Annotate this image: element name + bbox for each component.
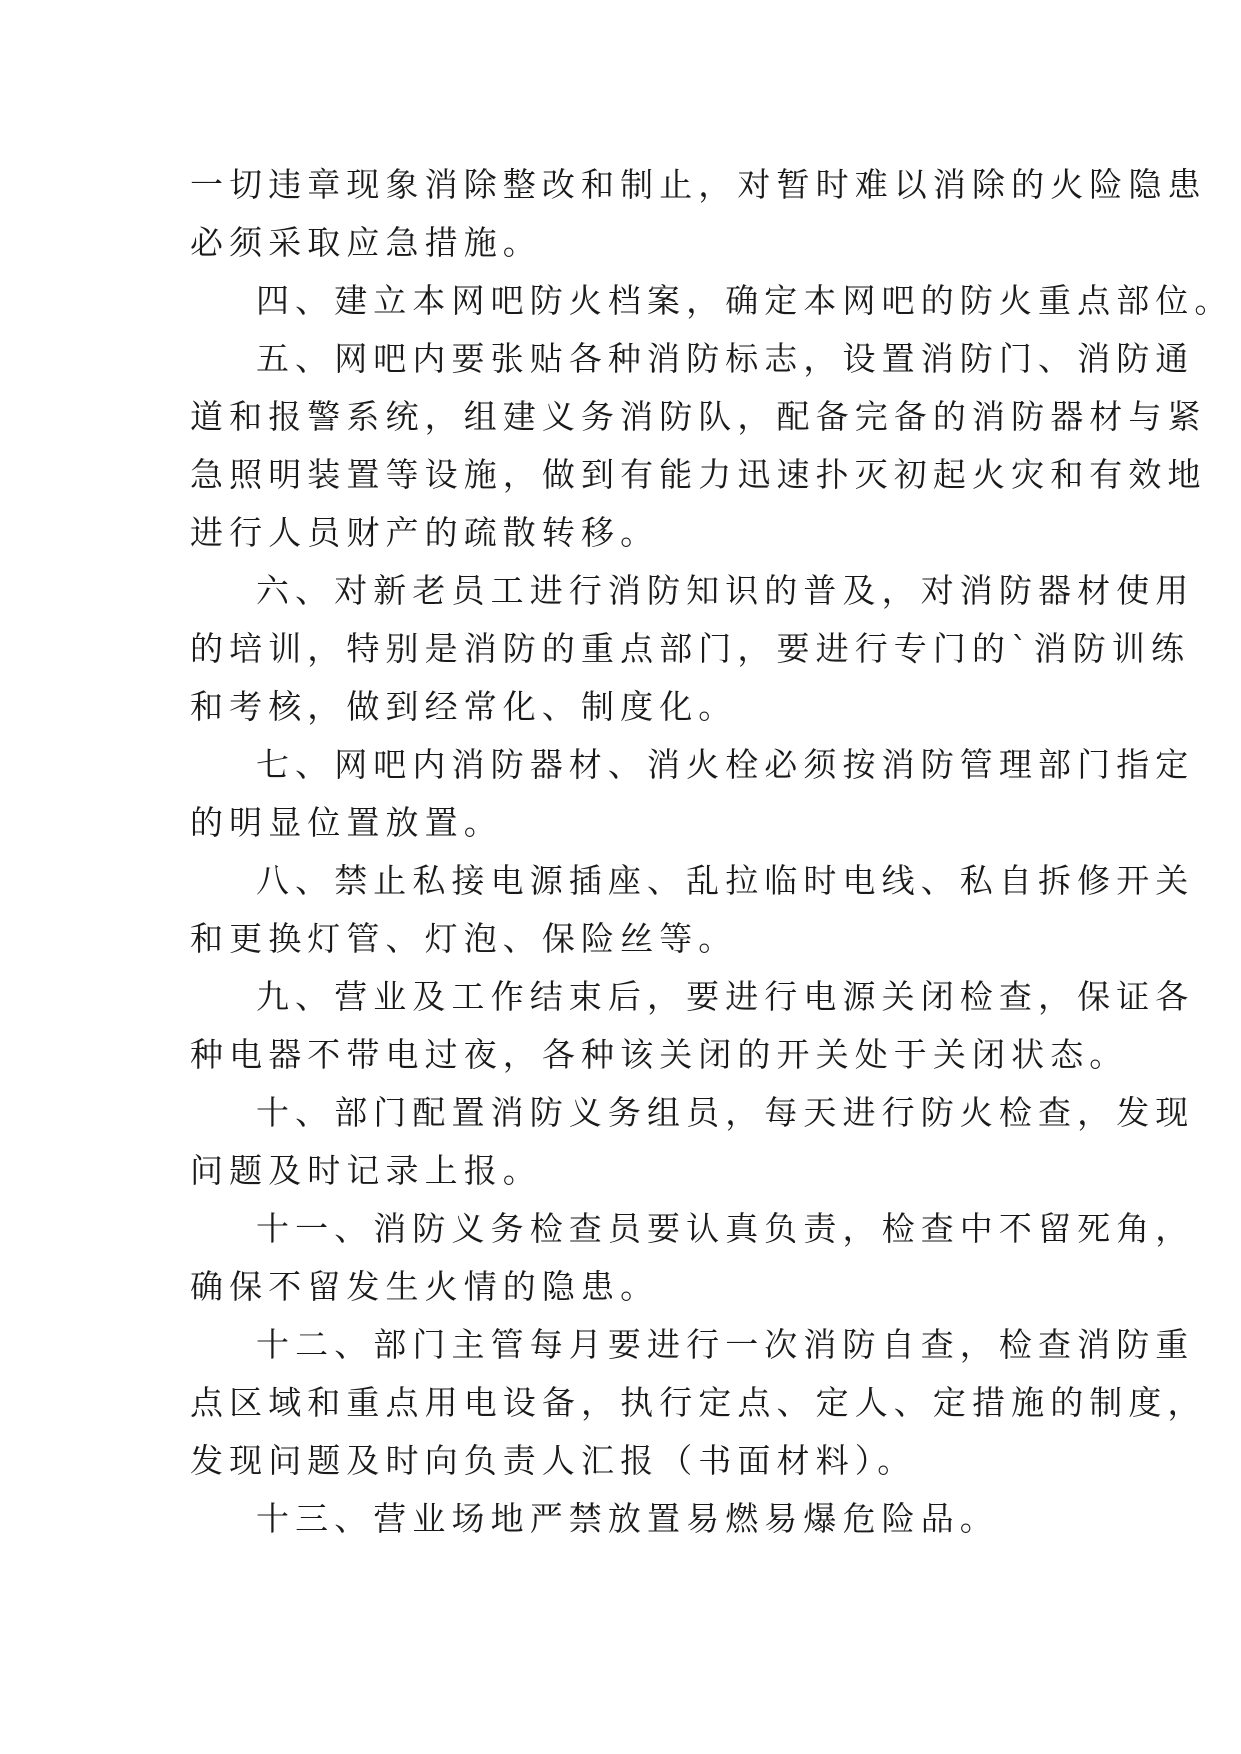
paragraph-item-5: 五、网吧内要张贴各种消防标志，设置消防门、消防通: [256, 339, 1195, 378]
text-line: 的培训，特别是消防的重点部门，要进行专门的`消防训练: [190, 629, 1191, 668]
text-line: 种电器不带电过夜，各种该关闭的开关处于关闭状态。: [190, 1035, 1129, 1074]
text-line: 的明显位置放置。: [190, 803, 503, 842]
text-line: 确保不留发生火情的隐患。: [190, 1267, 660, 1306]
text-line: 道和报警系统，组建义务消防队，配备完备的消防器材与紧: [190, 397, 1207, 436]
text-line: 一切违章现象消除整改和制止，对暂时难以消除的火险隐患: [190, 165, 1207, 204]
paragraph-item-7: 七、网吧内消防器材、消火栓必须按消防管理部门指定: [256, 745, 1195, 784]
paragraph-item-12: 十二、部门主管每月要进行一次消防自查，检查消防重: [256, 1325, 1195, 1364]
paragraph-item-9: 九、营业及工作结束后，要进行电源关闭检查，保证各: [256, 977, 1195, 1016]
text-line: 问题及时记录上报。: [190, 1151, 542, 1190]
paragraph-item-6: 六、对新老员工进行消防知识的普及，对消防器材使用: [256, 571, 1195, 610]
paragraph-item-4: 四、建立本网吧防火档案，确定本网吧的防火重点部位。: [256, 281, 1234, 320]
text-line: 和更换灯管、灯泡、保险丝等。: [190, 919, 738, 958]
paragraph-item-10: 十、部门配置消防义务组员，每天进行防火检查，发现: [256, 1093, 1195, 1132]
paragraph-item-11: 十一、消防义务检查员要认真负责，检查中不留死角，: [256, 1209, 1195, 1248]
text-line: 急照明装置等设施，做到有能力迅速扑灭初起火灾和有效地: [190, 455, 1207, 494]
text-line: 发现问题及时向负责人汇报（书面材料）。: [190, 1441, 917, 1480]
paragraph-item-8: 八、禁止私接电源插座、乱拉临时电线、私自拆修开关: [256, 861, 1195, 900]
paragraph-item-13: 十三、营业场地严禁放置易燃易爆危险品。: [256, 1499, 999, 1538]
text-line: 必须采取应急措施。: [190, 223, 542, 262]
text-line: 点区域和重点用电设备，执行定点、定人、定措施的制度，: [190, 1383, 1207, 1422]
text-line: 和考核，做到经常化、制度化。: [190, 687, 738, 726]
text-line: 进行人员财产的疏散转移。: [190, 513, 660, 552]
